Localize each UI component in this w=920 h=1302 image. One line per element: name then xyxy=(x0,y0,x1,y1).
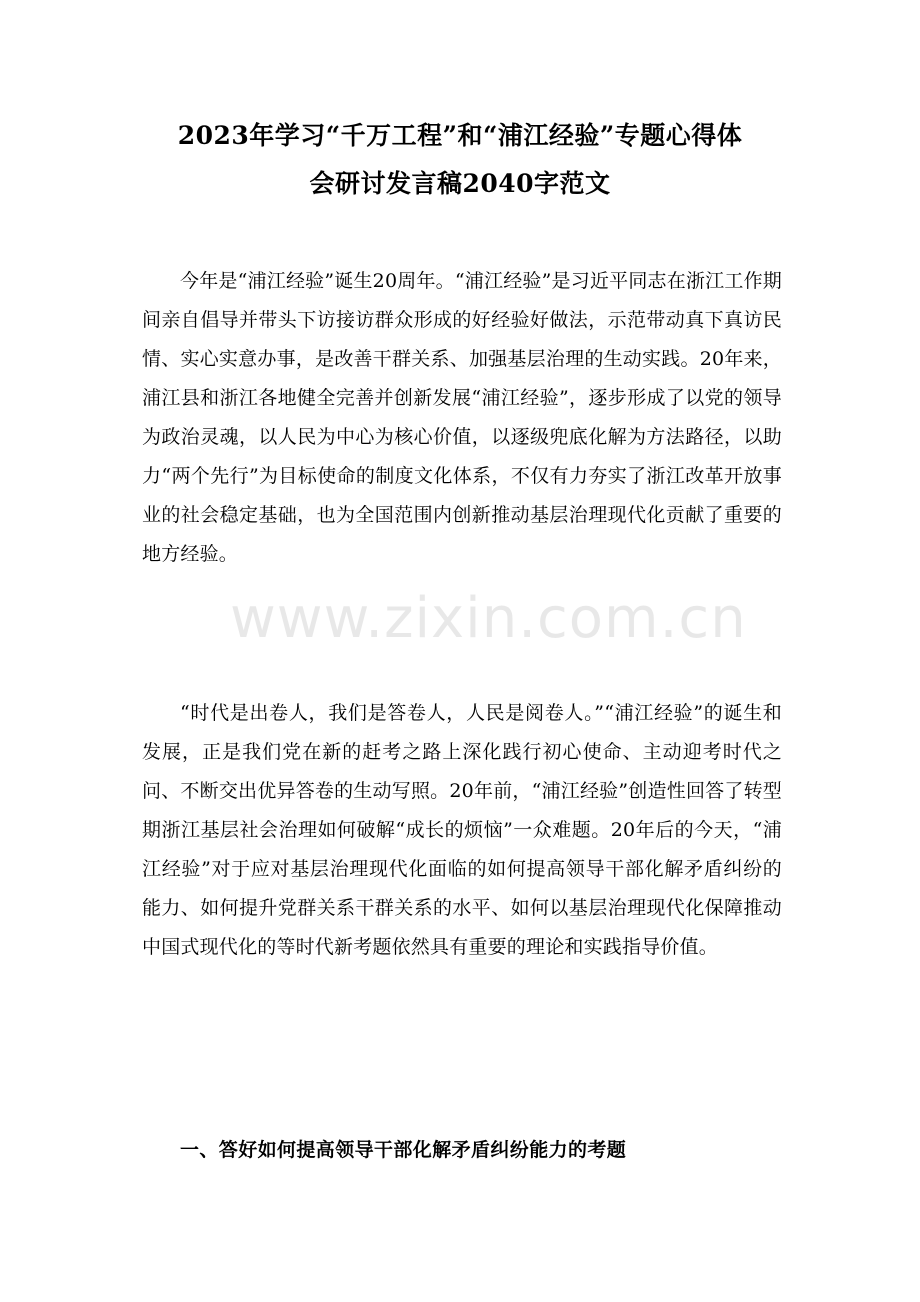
title-line-1: 2023年学习“千万工程”和“浦江经验”专题心得体 xyxy=(177,121,743,150)
document-title xyxy=(110,112,810,208)
title-line-2: 会研讨发言稿2040字范文 xyxy=(309,169,611,198)
section-heading: 一、答好如何提高领导干部化解矛盾纠纷能力的考题 xyxy=(180,1139,627,1161)
body-paragraph-2: “时代是出卷人，我们是答卷人，人民是阅卷人。”“浦江经验”的诞生和发展，正是我们党在新的赶考之路上深化践行初心使命、主动迎考时代之问、不断交出优异答卷的生动写照。20年前，“浦江经验”创造性回答了转型期浙江基层社会治理如何破解“成长的烦恼”一众难题。20年后的今天，“浦江经验”对于应对基层治理现代化面临的如何提高领导干部化解矛盾纠纷的能力、如何提升党群关系干群关系的水平、如何以基层治理现代化保障推动中国式现代化的等时代新考题依然具有重要的理论和实践指导价值。 xyxy=(142,702,782,958)
watermark: www.zixin.com.cn xyxy=(230,586,747,651)
body-paragraph-1: 今年是“浦江经验”诞生20周年。“浦江经验”是习近平同志在浙江工作期间亲自倡导并带头下访接访群众形成的好经验好做法，示范带动真下真访民情、实心实意办事，是改善干群关系、加强基层治理的生动实践。20年来，浦江县和浙江各地健全完善并创新发展“浦江经验”，逐步形成了以党的领导为政治灵魂，以人民为中心为核心价值，以逐级兜底化解为方法路径，以助力“两个先行”为目标使命的制度文化体系，不仅有力夯实了浙江改革开放事业的社会稳定基础，也为全国范围内创新推动基层治理现代化贡献了重要的地方经验。 xyxy=(142,270,782,565)
